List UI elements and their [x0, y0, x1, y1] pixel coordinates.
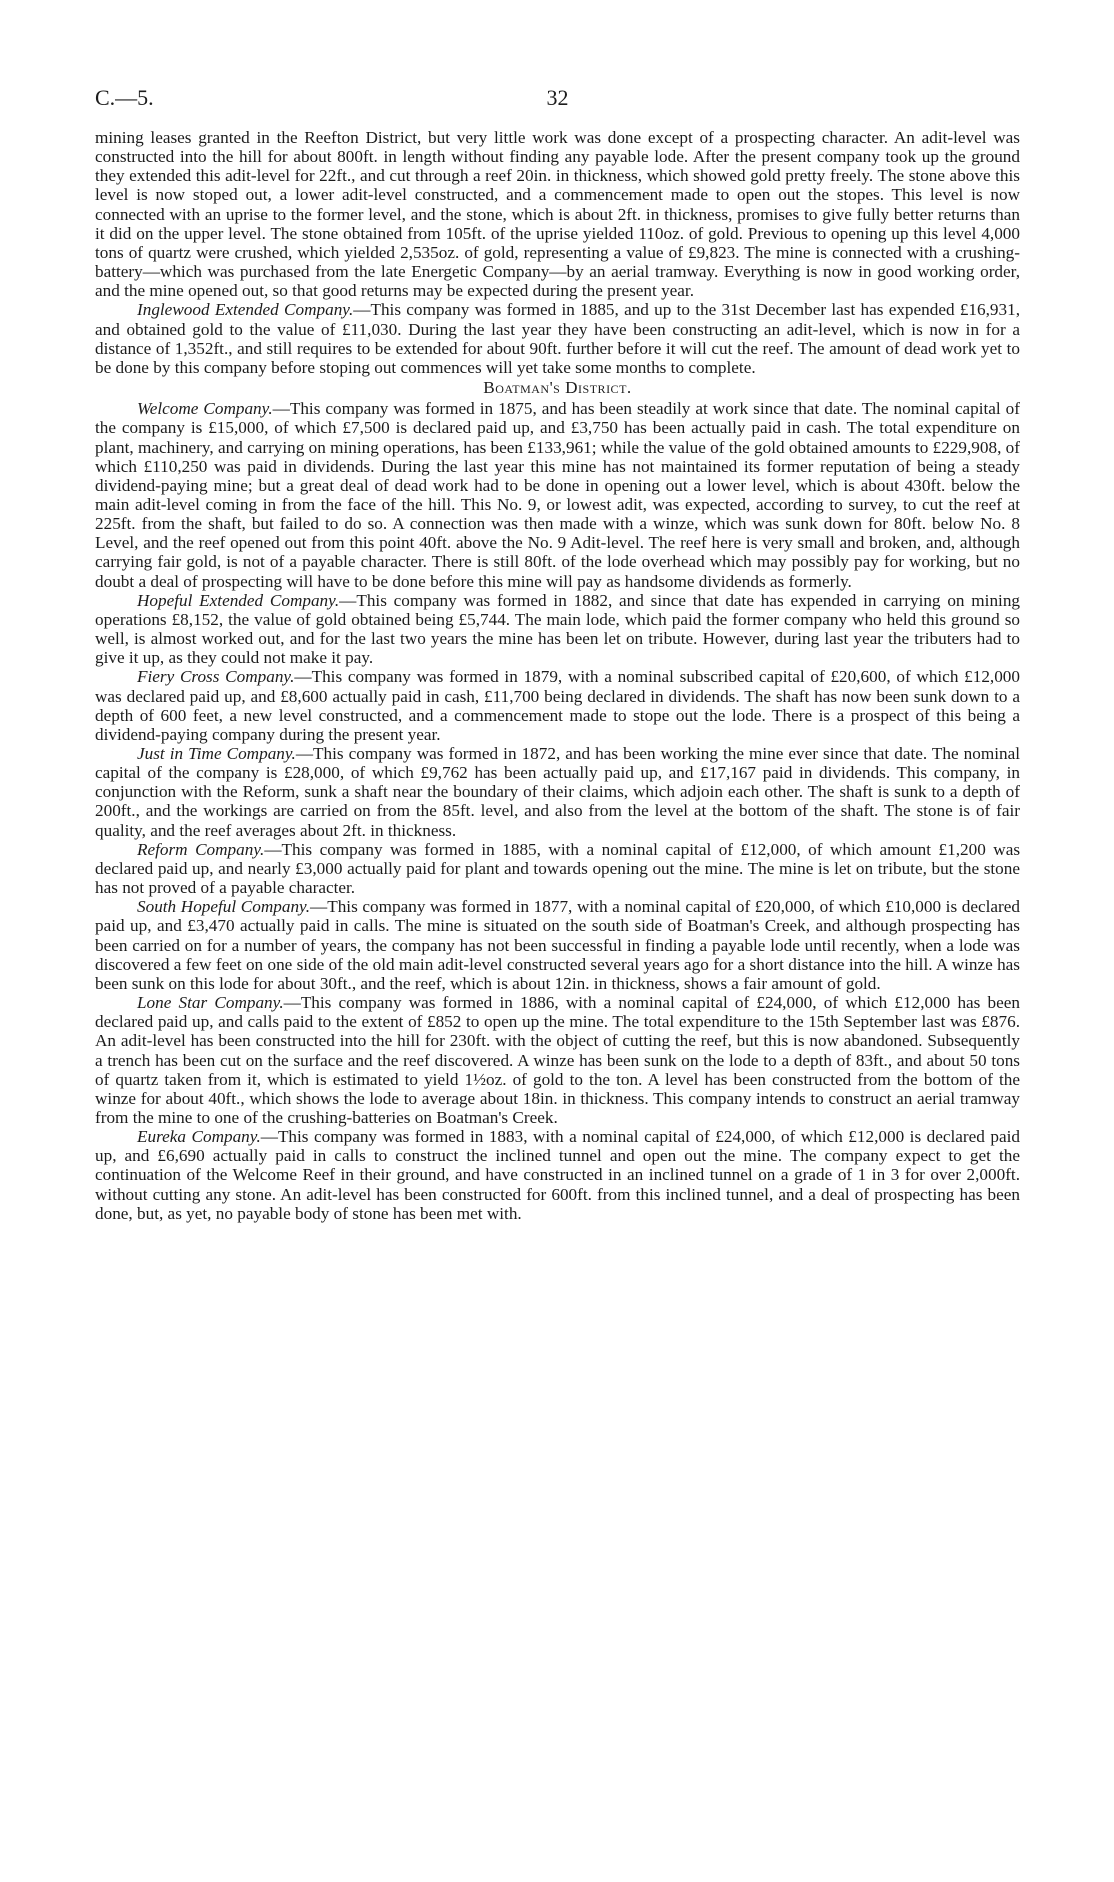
section-heading: Boatman's District. [483, 378, 632, 398]
paragraph-hopeful-extended [95, 591, 1020, 668]
paragraph-text: —This company was formed in 1879, with a nominal subscribed capital of £20,600, of which £12,000 was declared paid up, and £8,600 actually paid in cash, £11,700 being declared in dividends. The shaft has now been sunk down to a depth of 600 feet, a new level constructed, and a commencement made to stope out the lode. There is a prospect of this being a dividend-paying company during the present year. [95, 667, 1020, 744]
paragraph-welcome [95, 399, 1020, 591]
paragraph-just-in-time [95, 744, 1020, 840]
paragraph-inglewood-extended [95, 300, 1020, 377]
paragraph-text: —This company was formed in 1885, with a nominal capital of £12,000, of which amount £1,200 was declared paid up, and nearly £3,000 actually paid for plant and towards opening out the mine. The mine is let on tribute, but the stone has not proved of a payable character. [95, 839, 1021, 898]
paragraph-south-hopeful [95, 897, 1020, 993]
company-name: Fiery Cross Company. [137, 667, 295, 687]
company-name: Inglewood Extended Company. [137, 300, 354, 320]
page-number: 32 [546, 85, 569, 110]
company-name: Hopeful Extended Company. [137, 590, 340, 610]
company-name: Eureka Company. [137, 1127, 261, 1147]
paragraph-text: —This company was formed in 1872, and has been working the mine ever since that date. The nominal capital of the company is £28,000, of which £9,762 has been actually paid up, and £17,167 paid in dividends. This company, in conjunction with the Reform, sunk a shaft near the boundary of their claims, which adjoin each other. The shaft is sunk to a depth of 200ft., and the workings are carried on from the 85ft. level, and also from the level at the bottom of the shaft. The stone is of fair quality, and the reef averages about 2ft. in thickness. [95, 744, 1020, 840]
paragraph-text: —This company was formed in 1886, with a nominal capital of £24,000, of which £12,000 has been declared paid up, and calls paid to the extent of £852 to open up the mine. The total expenditure to the 15th September last was £876. An adit-level has been constructed into the hill for 230ft. with the object of cutting the reef, but this is now abandoned. Subsequently a trench has been cut on the surface and the reef discovered. A winze has been sunk on the lode to a depth of 83ft., and about 50 tons of quartz taken from it, which is estimated to yield 1½oz. of gold to the ton. A level has been constructed from the bottom of the winze for about 40ft., which shows the lode to average about 18in. in thickness. This company intends to construct an aerial tramway from the mine to one of the crushing-batteries on Boatman's Creek. [95, 993, 1020, 1127]
paragraph-text: —This company was formed in 1877, with a nominal capital of £20,000, of which £10,000 is declared paid up, and £3,470 actually paid in calls. The mine is situated on the south side of Boatman's Creek, and although prospecting has been carried on for a number of years, the company has not been successful in finding a payable lode until recently, when a lode was discovered a few feet on one side of the old main adit-level constructed several years ago for a short distance into the hill. A winze has been sunk on this lode for about 30ft., and the reef, which is about 12in. in thickness, shows a fair amount of gold. [95, 897, 1020, 993]
page-header [95, 85, 1020, 128]
document-page [95, 85, 1021, 1223]
continuation-paragraph: mining leases granted in the Reefton District, but very little work was done except of a prospecting character. An adit-level was constructed into the hill for about 800ft. in length without finding any payable lode. After the present company took up the ground they extended this adit-level for 22ft., and cut through a reef 20in. in thickness, which showed gold pretty freely. The stone above this level is now stoped out, a lower adit-level constructed, and a commencement made to open out the stopes. This level is now connected with an uprise to the former level, and the stone, which is about 2ft. in thickness, promises to give fully better returns than it did on the upper level. The stone obtained from 105ft. of the uprise yielded 110oz. of gold. Previous to opening up this level 4,000 tons of quartz were crushed, which yielded 2,535oz. of gold, representing a value of £9,823. The mine is connected with a crushing-battery—which was purchased from the late Energetic Company—by an aerial tramway. Everything is now in good working order, and the mine opened out, so that good returns may be expected during the present year. [95, 128, 1020, 301]
paragraph-reform [95, 840, 1020, 897]
document-reference: C.—5. [95, 85, 154, 110]
company-name: South Hopeful Company. [137, 897, 311, 917]
paragraph-text: —This company was formed in 1875, and has been steadily at work since that date. The nominal capital of the company is £15,000, of which £7,500 is declared paid up, and £3,750 has been actually paid in cash. The total expenditure on plant, machinery, and carrying on mining operations, has been £133,961; while the value of the gold obtained amounts to £229,908, of which £110,250 was paid in dividends. During the last year this mine has not maintained its former reputation of being a steady dividend-paying mine; but a great deal of dead work had to be done in opening out a lower level, which is about 430ft. below the main adit-level coming in from the face of the hill. This No. 9, or lowest adit, was expected, according to survey, to cut the reef at 225ft. from the shaft, but failed to do so. A connection was then made with a winze, which was sunk down for 80ft. below No. 8 Level, and the reef opened out from this point 40ft. above the No. 9 Adit-level. The reef here is very small and broken, and, although carrying fair gold, is not of a payable character. There is still 80ft. of the lode overhead which may possibly pay for working, but no doubt a deal of prospecting will have to be done before this mine will pay as handsome dividends as formerly. [95, 399, 1020, 591]
paragraph-text: —This company was formed in 1885, and up to the 31st December last has expended £16,931, and obtained gold to the value of £11,030. During the last year they have been constructing an adit-level, which is now in for a distance of 1,352ft., and still requires to be extended for about 90ft. further before it will cut the reef. The amount of dead work yet to be done by this company before stoping out commences will yet take some months to complete. [95, 300, 1020, 377]
company-name: Reform Company. [137, 839, 265, 859]
company-name: Just in Time Company. [137, 744, 296, 763]
paragraph-fiery-cross [95, 667, 1020, 744]
paragraph-text: —This company was formed in 1883, with a nominal capital of £24,000, of which £12,000 is declared paid up, and £6,690 actually paid in calls to construct the inclined tunnel and open out the mine. The company expect to get the continuation of the Welcome Reef in their ground, and have constructed in an inclined tunnel on a grade of 1 in 3 for over 2,000ft. without cutting any stone. An adit-level has been constructed for 600ft. from this inclined tunnel, and a deal of prospecting has been done, but, as yet, no payable body of stone has been met with. [95, 1127, 1020, 1223]
paragraph-text: —This company was formed in 1882, and since that date has expended in carrying on mining operations £8,152, the value of gold obtained being £5,744. The main lode, which paid the former company who held this ground so well, is almost worked out, and for the last two years the mine has been let on tribute. However, during last year the tributers had to give it up, as they could not make it pay. [95, 590, 1021, 668]
paragraph-lone-star [95, 993, 1020, 1127]
company-name: Welcome Company. [137, 399, 273, 419]
company-name: Lone Star Company. [137, 993, 284, 1013]
paragraph-eureka [95, 1127, 1020, 1223]
